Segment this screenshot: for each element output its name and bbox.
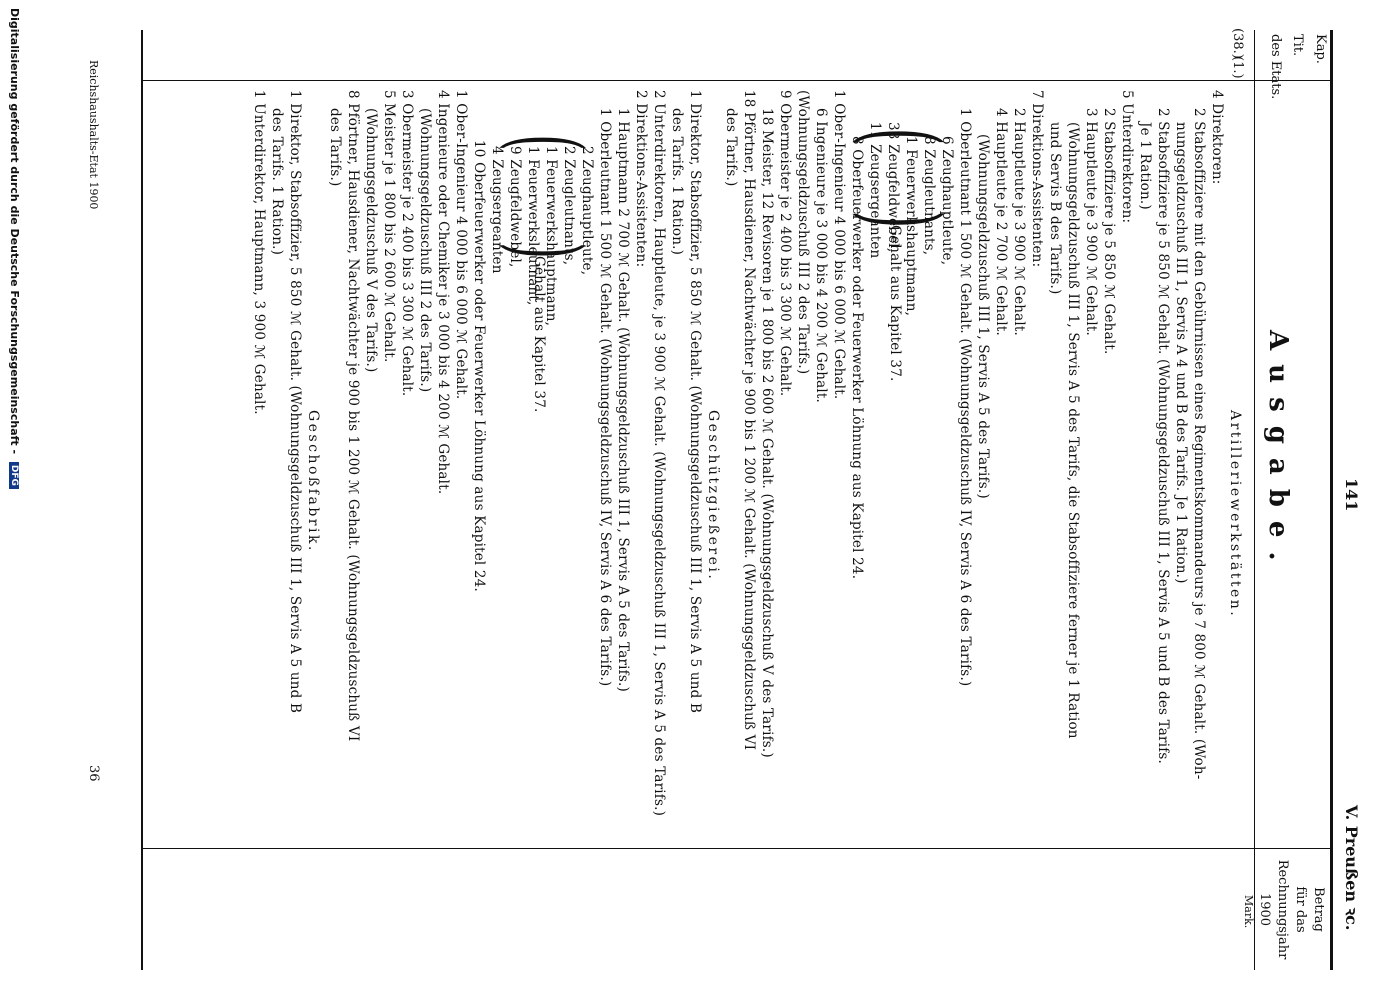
body-line: (Wohnungsgeldzuschuß III 1, Servis A 5 des Tarifs.) [975,134,991,499]
kap-number: (38.) [1230,28,1245,59]
body-line: des Tarifs.) [327,108,343,187]
body-line: des Tarifs. 1 Ration.) [669,108,685,256]
body-line: 5 Unterdirektoren: [1119,90,1135,224]
col-header-des-etats: des Etats. [1268,34,1283,100]
body-line: 3 Hauptleute je 3 900 ℳ Gehalt. [1083,108,1099,337]
body-line: des Tarifs.) [723,108,739,187]
body-line: 4 Ingenieure oder Chemiker je 3 000 bis 4 200 ℳ Gehalt. [435,90,451,495]
betrag-line-2: für das [1293,886,1308,933]
brace-right-1: ) [844,210,961,229]
body-line: 1 Oberleutnant 1 500 ℳ Gehalt. (Wohnungsgeldzuschuß IV, Servis A 6 des Tarifs.) [597,108,613,687]
betrag-year: 1900 [1257,892,1272,927]
body-line: 11 Zeugsergeanten [867,122,883,259]
body-line: 9 Obermeister je 2 400 bis 3 300 ℳ Gehalt. [777,90,793,397]
body-line: 8 Zeugleutnants, [921,136,937,256]
body-line: 6 Zeughauptleute, [939,136,955,266]
page-number: 141 [1342,478,1361,512]
col-divider-left [143,80,1333,81]
tit-number: (1.) [1230,56,1245,79]
body-line: (Wohnungsgeldzuschuß V des Tarifs.) [363,108,379,373]
body-line: des Tarifs. 1 Ration.) [269,108,285,256]
footer-sheet-number: 36 [86,765,101,782]
dfg-logo: DFG [9,462,19,489]
body-line: 8 Oberfeuerwerker oder Feuerwerker Löhnung aus Kapitel 24. [849,136,865,580]
title-ausgabe: Ausgabe. [1263,330,1293,575]
brace-right-2: ) [491,242,601,259]
col-divider-right [143,848,1333,849]
section-heading-artillerie: Artilleriewerkstätten. [1227,410,1243,619]
body-line: 10 Oberfeuerwerker oder Feuerwerker Löhnung aus Kapitel 24. [471,140,487,592]
body-line: 18 Pförtner, Hausdiener, Nachtwächter je 900 bis 1 200 ℳ Gehalt. (Wohnungsgeldzuschuß VI [741,90,757,751]
col-header-kap: Kap. [1313,34,1328,64]
col-header-tit: Tit. [1290,34,1305,57]
body-line: 33 Zeugfeldwebel, [885,122,901,253]
betrag-line-3: Rechnungsjahr [1275,859,1290,960]
body-line: 1 Oberleutnant 1 500 ℳ Gehalt. (Wohnungsgeldzuschuß IV, Servis A 6 des Tarifs.) [957,108,973,687]
top-rule [1330,30,1333,970]
body-line: 1 Ober-Ingenieur 4 000 bis 6 000 ℳ Gehalt. [453,90,469,400]
body-line: 4 Zeugsergeanten [489,146,505,274]
body-line: 9 Zeugfeldwebel, [507,146,523,268]
body-line: 1 Feuerwerksleutnant, [525,146,541,306]
body-line: 1 Hauptmann 2 700 ℳ Gehalt. (Wohnungsgeldzuschuß III 1, Servis A 5 des Tarifs.) [615,108,631,692]
body-line: 18 Meister, 12 Revisoren je 1 800 bis 2 600 ℳ Gehalt. (Wohnungsgeldzuschuß V des Tarifs.) [759,108,775,758]
body-line: 2 Direktions-Assistenten: [633,90,649,268]
body-line: 4 Direktoren: [1209,90,1225,185]
body-line: 1 Direktor, Stabsoffizier, 5 850 ℳ Gehalt. (Wohnungsgeldzuschuß III 1, Servis A 5 und B [287,90,303,714]
body-line: 2 Hauptleute je 3 900 ℳ Gehalt. [1011,108,1027,337]
body-line: 2 Unterdirektoren, Hauptleute, je 3 900 ℳ Gehalt. (Wohnungsgeldzuschuß III 1, Servis A 5 des Tarifs.) [651,90,667,817]
betrag-line-1: Betrag [1311,887,1326,932]
header-rule [1254,30,1255,970]
body-line: 5 Meister je 1 800 bis 2 600 ℳ Gehalt. [381,90,397,363]
body-line: (Wohnungsgeldzuschuß III 1, Servis A 5 des Tarifs, die Stabsoffiziere ferner je 1 Ration [1065,122,1081,739]
body-line: Gehalt aus Kapitel 37. [531,256,547,413]
body-line: (Wohnungsgeldzuschuß III 2 des Tarifs.) [795,90,811,375]
col-header-betrag [1255,852,1327,967]
body-line: nungsgeldzuschuß III 1, Servis A 4 und B des Tarifs. Je 1 Ration.) [1173,122,1189,584]
body-line: 1 Direktor, Stabsoffizier, 5 850 ℳ Gehalt. (Wohnungsgeldzuschuß III 1, Servis A 5 und B [687,90,703,714]
body-line: Gehalt aus Kapitel 37. [887,225,903,382]
body-line: 6 Ingenieure je 3 000 bis 4 200 ℳ Gehalt. [813,108,829,403]
body-line: Je 1 Ration.) [1137,122,1153,210]
bottom-rule [141,30,143,970]
section-heading-geschuetz: Geschützgießerei. [705,410,721,582]
dfg-credit [8,8,21,489]
body-line: 4 Hauptleute je 2 700 ℳ Gehalt. [993,108,1009,337]
brace-left-1: ( [844,127,961,146]
body-line: 2 Stabsoffiziere mit den Gebührnissen eines Regimentskommandeurs je 7 800 ℳ Gehalt. (Woh- [1191,108,1207,780]
body-line: 2 Stabsoffiziere je 5 850 ℳ Gehalt. (Wohnungsgeldzuschuß III 1, Servis A 5 und B des Tarifs. [1155,108,1171,765]
body-line: 2 Zeughauptleute, [579,146,595,276]
body-line: 1 Feuerwerkshauptmann, [543,146,559,327]
body-line: 7 Direktions-Assistenten: [1029,90,1045,268]
body-line: 2 Zeugleutnants, [561,146,577,266]
chapter-heading: V. Preußen ꝛc. [1342,805,1361,931]
body-line: 1 Feuerwerkshauptmann, [903,136,919,317]
body-line: 1 Unterdirektor, Hauptmann, 3 900 ℳ Gehalt. [251,90,267,415]
brace-left-2: ( [491,134,601,151]
footer-etat: Reichshaushalts-Etat 1900 [87,60,100,210]
body-line: und Servis B des Tarifs.) [1047,122,1063,295]
body-line: 1 Ober-Ingenieur 4 000 bis 6 000 ℳ Gehalt. [831,90,847,400]
body-line: 3 Obermeister je 2 400 bis 3 300 ℳ Gehalt. [399,90,415,397]
dfg-credit-text: Digitalisierung gefördert durch die Deutsche Forschungsgemeinschaft - [8,8,21,455]
section-heading-geschossfabrik: Geschoßfabrik. [305,410,321,553]
body-line: 2 Stabsoffiziere je 5 850 ℳ Gehalt. [1101,108,1117,355]
body-line: 8 Pförtner, Hausdiener, Nachtwächter je 900 bis 1 200 ℳ Gehalt. (Wohnungsgeldzuschuß VI [345,90,361,742]
col-header-mark: Mark. [1242,895,1255,929]
body-line: (Wohnungsgeldzuschuß III 2 des Tarifs.) [417,108,433,393]
